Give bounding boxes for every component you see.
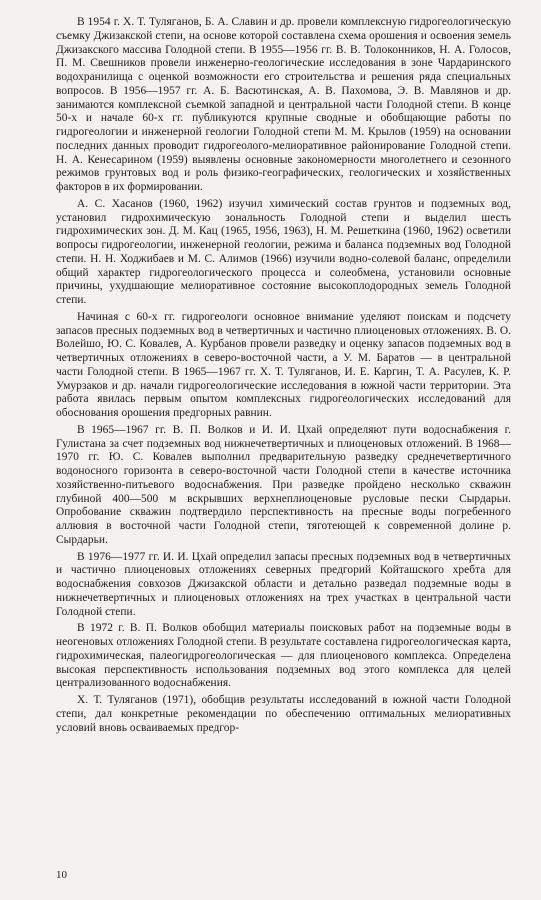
paragraph-3: Начиная с 60-х гг. гидрогеологи основное внимание уделяют поискам и подсчету запасов пресных подземных вод в четвертичных и частично плиоценовых отложениях. В. О. Волейшо, Ю. С. Ковалев, А. Курбанов провели разведку и оценку запасов подземных вод в четвертичных отложениях в северо-восточной части, а У. М. Баратов — в центральной части Голодной степи. В 1965—1967 гг. Х. Т. Туляганов, И. Е. Каргин, Т. А. Расулев, К. Р. Умурзаков и др. начали гидрогеологические исследования в южной части территории. Эта работа явилась первым опытом комплексных гидрогеологических исследований для обоснования орошения предгорных равнин.	[56, 310, 511, 419]
paragraph-1: В 1954 г. Х. Т. Туляганов, Б. А. Славин и др. провели комплексную гидрогеологическую съемку Джизакской степи, на основе которой составлена схема орошения и освоения земель Джизакского массива Голодной степи. В 1955—1956 гг. В. В. Толоконников, Н. А. Голосов, П. М. Свешников провели инженерно-геологические исследования в зоне Чардаринского водохранилища с оценкой возможности его строительства и решения ряда специальных вопросов. В 1956—1957 гг. А. Б. Васютинская, А. В. Пахомова, Э. В. Мавлянов и др. занимаются комплексной съемкой западной и центральной части Голодной степи. В конце 50-х и начале 60-х гг. публикуются крупные сводные и обобщающие работы по гидрогеологии и инженерной геологии Голодной степи М. М. Крылов (1959) на основании последних данных проводит гидрогеолого-мелиоративное районирование Голодной степи. Н. А. Кенесарином (1959) выявлены основные закономерности многолетнего и сезонного режимов грунтовых вод и роль физико-географических, геологических и хозяйственных факторов в их формировании.	[56, 16, 511, 193]
page-number: 10	[56, 869, 67, 881]
paragraph-7: Х. Т. Туляганов (1971), обобщив результаты исследований в южной части Голодной степи, дал конкретные рекомендации по обеспечению оптимальных мелиоративных условий вновь осваиваемых предгор-	[56, 694, 511, 734]
paragraph-6: В 1972 г. В. П. Волков обобщил материалы поисковых работ на подземные воды в неогеновых отложениях Голодной степи. В результате составлена гидрогеологическая карта, гидрохимическая, палеогидрогеологическая — для плиоценового комплекса. Определена высокая перспективность использования подземных вод этого комплекса для целей централизованного водоснабжения.	[56, 622, 511, 690]
paragraph-2: А. С. Хасанов (1960, 1962) изучил химический состав грунтов и подземных вод, установил гидрохимическую зональность Голодной степи и выделил шесть гидрохимических зон. Д. М. Кац (1965, 1956, 1963), Н. М. Решеткина (1960, 1962) осветили вопросы гидрогеологии, инженерной геологии, режима и баланса подземных вод Голодной степи. Н. Н. Ходжибаев и М. С. Алимов (1966) изучили водно-солевой баланс, определили общий характер гидрогеологического процесса и солеобмена, установили основные причины, ухудшающие мелиоративное состояние высокоплодородных земель Голодной степи.	[56, 197, 511, 306]
paragraph-4: В 1965—1967 гг. В. П. Волков и И. И. Цхай определяют пути водоснабжения г. Гулистана за счет подземных вод нижнечетвертичных и плиоценовых отложений. В 1968—1970 гг. Ю. С. Ковалев выполнил предварительную разведку среднечетвертичного водоносного горизонта в северо-восточной части Голодной степи в качестве источника хозяйственно-питьевого водоснабжения. При разведке пройдено несколько скважин глубиной 400—500 м вскрывших верхнеплиоценовые русловые пески Сырдарьи. Опробование скважин подтвердило перспективность на пресные воды погребенного аллювия в восточной части Голодной степи, тяготеющей к современной долине р. Сырдарьи.	[56, 423, 511, 546]
paragraph-5: В 1976—1977 гг. И. И. Цхай определил запасы пресных подземных вод в четвертичных и частично плиоценовых отложениях северных предгорий Койташского хребта для водоснабжения совхозов Джизакской области и детально разведал подземные воды в нижнечетвертичных и плиоценовых отложениях на трех участках в центральной части Голодной степи.	[56, 550, 511, 618]
